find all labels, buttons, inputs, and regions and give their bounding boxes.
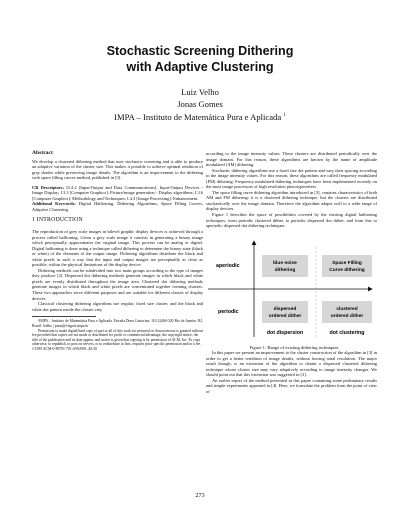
left-column xyxy=(32,151,203,352)
figure-1-cell-br-line-2: ordered dither xyxy=(330,313,364,319)
affiliation xyxy=(0,110,400,123)
figure-1-cell-tl-line-1: blue noise xyxy=(273,260,297,266)
additional-keywords xyxy=(32,201,203,212)
intro-paragraph-1: The reproduction of grey scale images in bilevel graphic display devices is achieved through a process called halftoning. Given a grey scale image it consists in generating a binary image which perceptually, approximates the original image. This process can be analog or digital. Digital halftoning is done using a technique called dithering to determine the binary state (black or white) of the elements of the output image. Dithering algorithms distribute the black and white pixels in such a way that the input and output images are perceptually as close as possible, within the physical limitations of the display device. xyxy=(32,229,203,268)
abstract-heading: Abstract xyxy=(32,150,53,156)
figure-1-row-aperiodic: aperiodic xyxy=(216,262,240,269)
author-1: Luiz Velho xyxy=(181,87,219,97)
figure-1-cell-blue-noise xyxy=(262,255,308,277)
author-2: Jonas Gomes xyxy=(177,99,223,109)
intro-paragraph-3: Classical clustering dithering algorithms use regular, fixed size cluster, and the black and white dot pattern inside the cluster vary xyxy=(32,301,203,312)
figure-1-cell-tl-line-2: dithering xyxy=(274,267,296,273)
figure-1-diagram xyxy=(206,233,377,343)
page-number: 273 xyxy=(195,492,205,499)
footnote-rule xyxy=(32,316,96,317)
figure-1-cell-bl-line-1: dispersed xyxy=(273,306,297,312)
right-paragraph-6: An earlier report of the method presented in this paper containing some preliminary results and simple experiments appeared in [4]. Here, we formulate the problem from the point of view of xyxy=(206,377,377,395)
section-1-heading: 1 INTRODUCTION xyxy=(32,217,83,224)
figure-1-cell-br-line-1: clustered xyxy=(336,306,358,312)
figure-1-cell-clustered xyxy=(322,301,372,323)
figure-1-x-left-label: dot dispersion xyxy=(266,329,304,336)
cr-label: CR Descriptors: xyxy=(32,184,65,190)
figure-1-cell-bl-line-2: ordered dither xyxy=(268,313,302,319)
affiliation-footnote-mark: 1 xyxy=(283,113,286,118)
figure-1-cell-space-filling xyxy=(322,255,372,277)
figure-1-cell-tr-line-2: Curve dithering xyxy=(329,267,365,273)
keywords-text: Digital Halftoning, Dithering Algorithms, Space Filling Curves, Adaptive Clustering. xyxy=(32,201,203,212)
figure-1-cell-tr-line-1: Space Filling xyxy=(332,260,362,266)
right-paragraph-1: according to the image intensity values. These clusters are distributed periodically over the image domain. For this reason, these algorithms are known by the name of amplitude modulated (AM) dithering. xyxy=(206,151,377,168)
paper-title-line-1: Stochastic Screening Dithering xyxy=(106,44,294,58)
figure-1-x-right-label: dot clustering xyxy=(329,329,365,336)
abstract-text: We develop a clustered dithering method that uses stochastic screening and is able to produce an adaptive variation of the cluster size. This makes it possible to achieve optimal rendition of gray shades while preserving image details. The algorithm is an improvement to the dithering with space filling curves method, published in [3]. xyxy=(32,158,203,181)
right-paragraph-2: Stochastic dithering algorithms use a fixed size dot pattern and vary their spacing according to the image intensity values. For this reason, these algorithms are called frequency modulated (FM) dithering. Frequency modulated dithering techniques have been implemented recently on the most image processors of high resolution phototypesetters. xyxy=(206,167,377,190)
intro-paragraph-2: Dithering methods can be subdivided into two main groups according to the type of images they produce [2]. Dispersed dot dithering methods generate images in which black and white pixels are evenly distributed throughout the image area. Clustered dot dithering methods generate images in which black and white pixels are concentrated together forming clusters. These two approaches serve different purposes and are suitable for different classes of display devices. xyxy=(32,267,203,301)
right-paragraph-3: The space filling curve dithering algorithm introduced in [3], contains characteristics of both AM and FM dithering: it is a clustered dithering technique, but the clusters are distributed stochastically over the image domain. Therefore the algorithm adapts well to a wide range of display devices. xyxy=(206,189,377,212)
cr-text: I3.4.2 [Input/Output and Data Communications]: Input-Output Devices - Image Display; I.3.3 [Computer Graphics]: Picture/image generation - Display algorithms; I.3.6 [Computer Graphics]: Methodology and Techniques; I.4.3 [Image Processing]: Enhancement. xyxy=(32,184,204,201)
figure-1 xyxy=(206,233,377,343)
right-paragraph-5: In this paper we present an improvement to the cluster construction of the algorithm in [3] in order to get a better rendition of image details, without loosing tonal resolution. The major result though, is an extension of the algorithm to obtain a dispersed clustered dithering technique whose cluster size may vary adaptively according to image intensity changes. We should point out that this extension was suggested in [3]. xyxy=(206,350,377,378)
affiliation-text: IMPA – Instituto de Matemática Pura e Aplicada xyxy=(114,111,282,122)
permission-notice: Permission to make digital/hard copy of part or all of this work for personal or classroom use is granted without fee provided that copies are not made or distributed for profit or commercial advantage, the copyright notice, the title of the publication and its date appear, and notice is given that copying is by permission of ACM, Inc. To copy otherwise, to republish, to post on servers, or to redistribute to lists, requires prior specific permission and/or a fee. ©1995 ACM-0-89791-701-4/95/008...$3.50 xyxy=(32,328,203,351)
figure-1-caption: Figure 1: Range of existing dithering techniques. xyxy=(249,344,340,350)
figure-1-cell-dispersed xyxy=(262,301,308,323)
right-paragraph-4: Figure 1 describes the space of possibilities covered by the existing digital halftoning techniques: from periodic clustered dither, to periodic dispersed dot dither, and from this to aperiodic dispersed dot dithering techniques. xyxy=(206,212,377,229)
figure-1-row-periodic: periodic xyxy=(218,308,239,315)
keywords-label: Additional Keywords: xyxy=(32,201,76,207)
paper-title-line-2: with Adaptive Clustering xyxy=(126,60,274,74)
cr-descriptors xyxy=(32,185,203,202)
footnote: ¹IMPA – Instituto de Matemática Pura e Aplicada, Estrada Dona Castorina, 110 22460-320 Rio de Janeiro, RJ, Brazil. lvelho | jonas@visgraf.impa.br xyxy=(32,319,203,328)
right-column xyxy=(206,151,377,395)
